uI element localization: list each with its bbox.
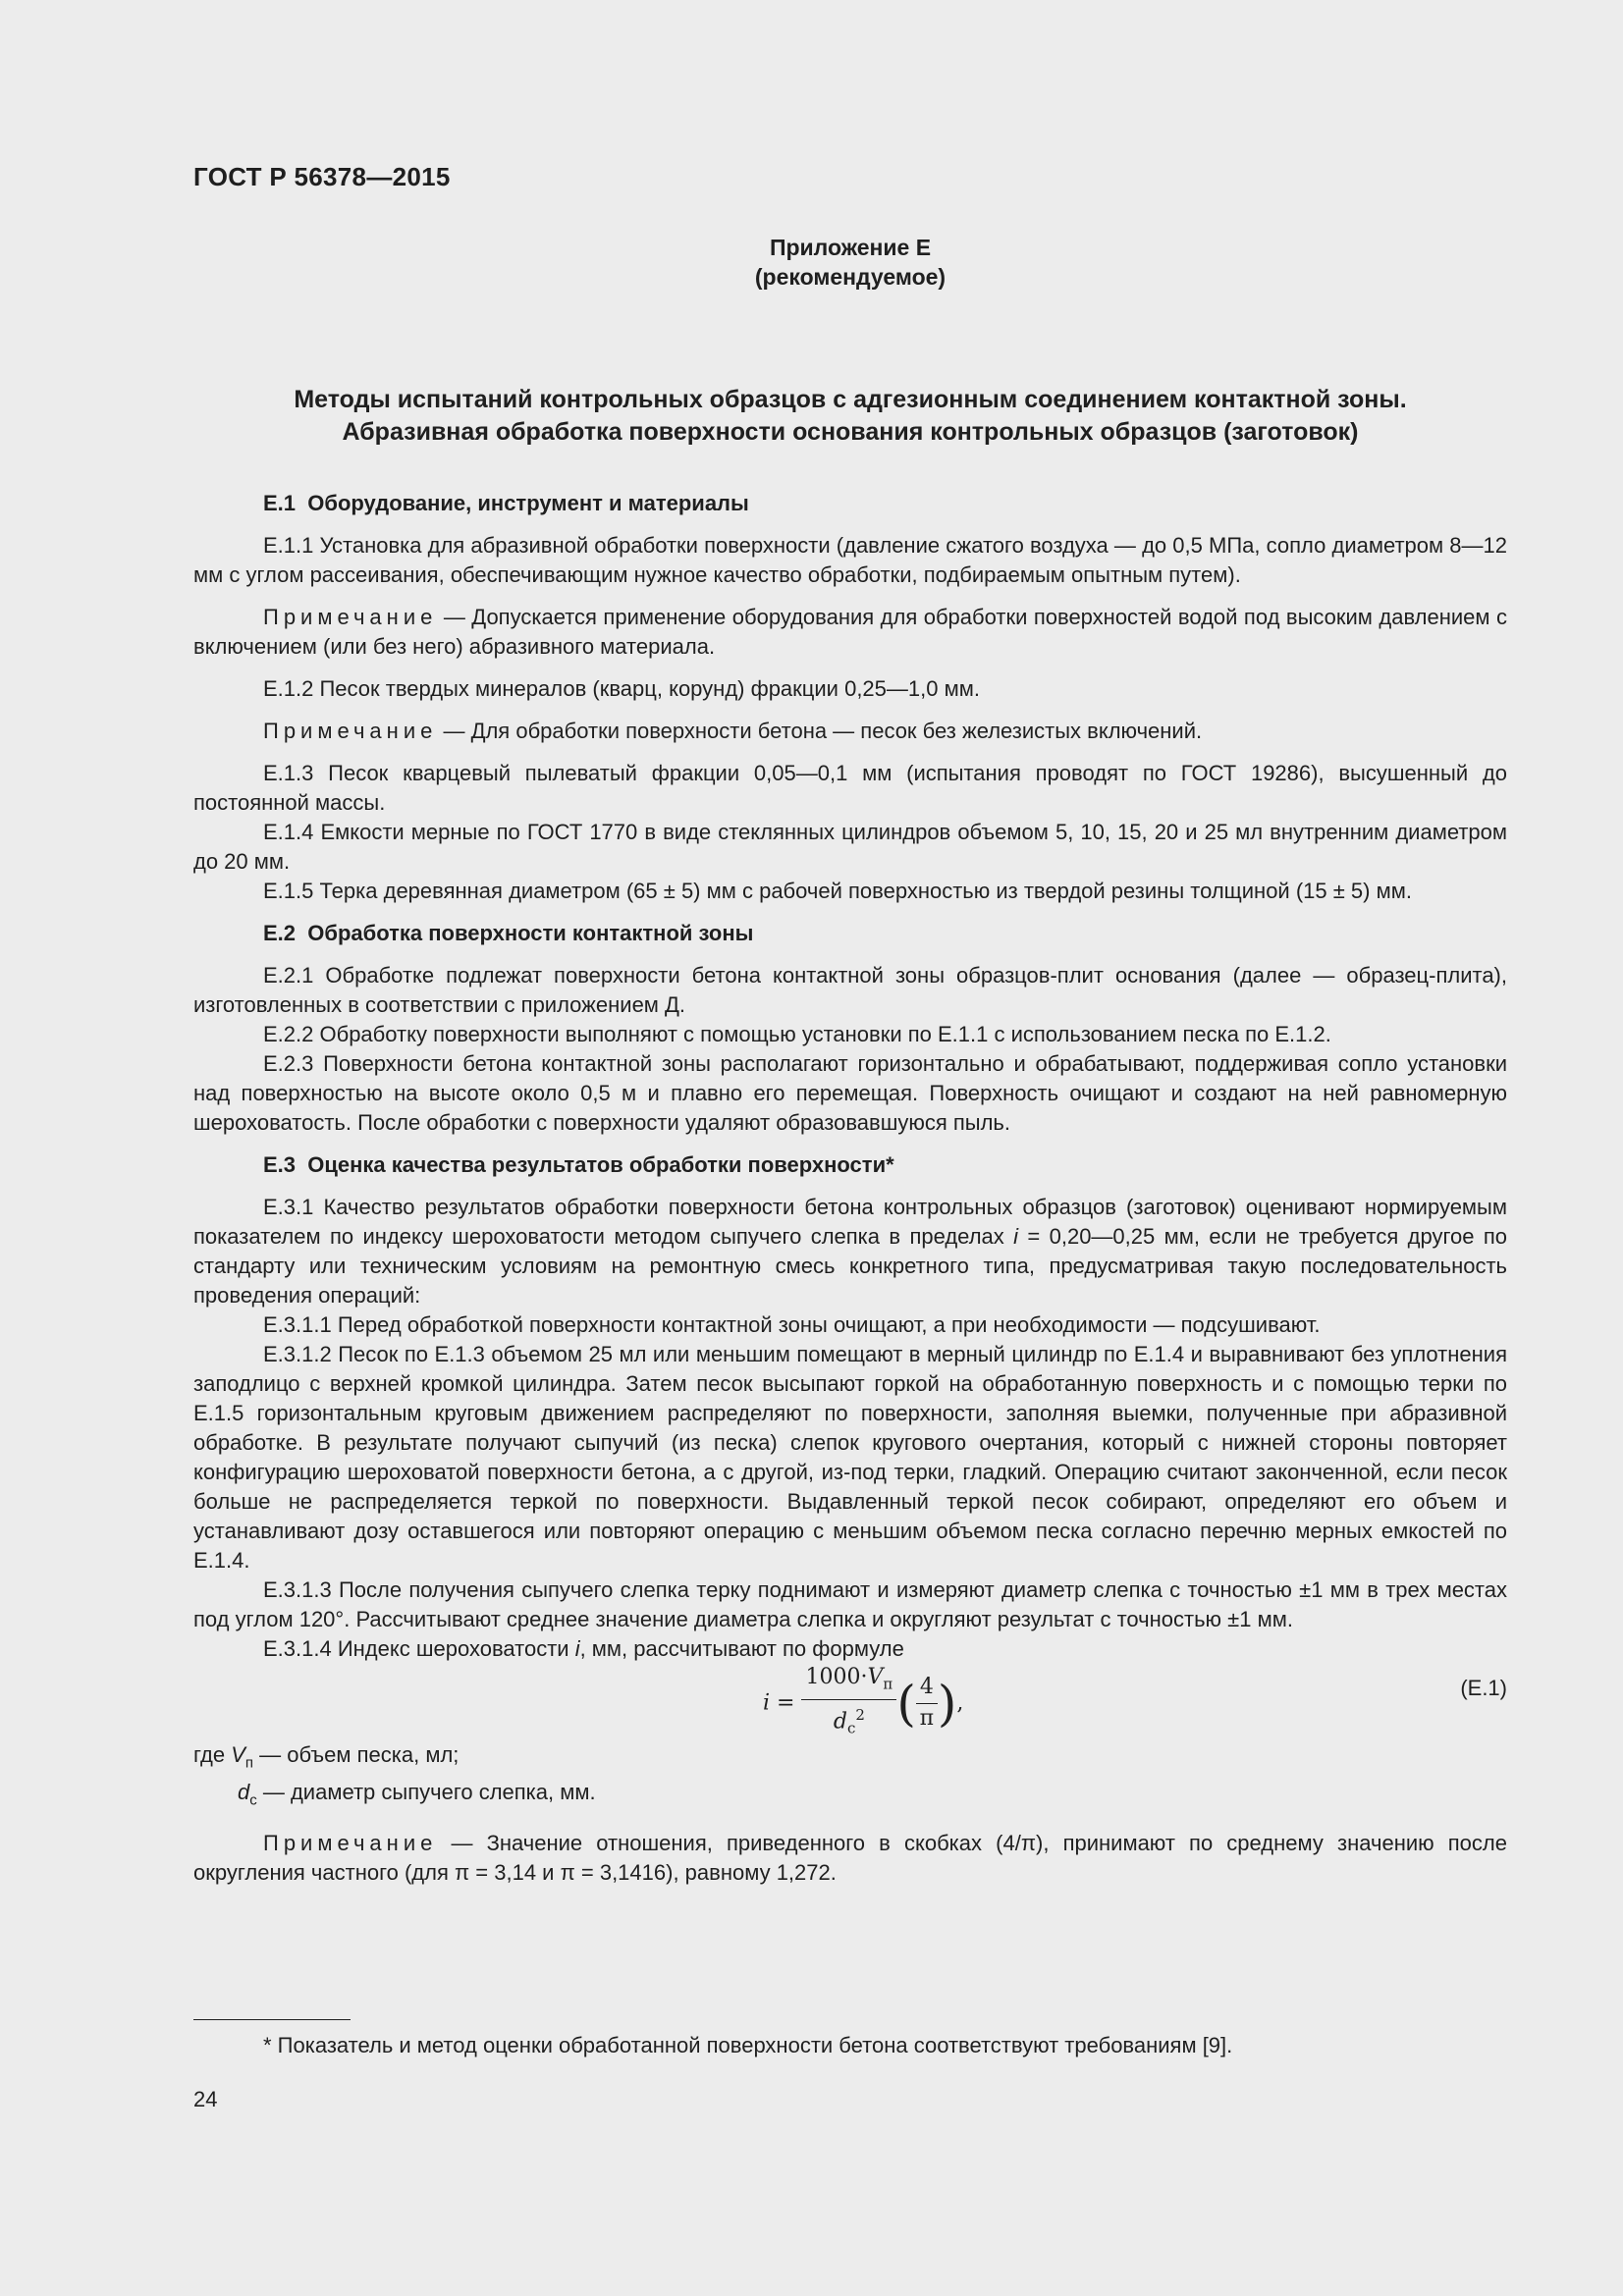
- paragraph: Е.2.2 Обработку поверхности выполняют с помощью установки по Е.1.1 с использованием песка по Е.1.2.: [263, 1022, 1331, 1046]
- formula-sub: с: [846, 1720, 856, 1738]
- formula-number: (Е.1): [1460, 1676, 1507, 1700]
- section-number: Е.1: [263, 491, 297, 515]
- section-title: Оборудование, инструмент и материалы: [307, 491, 749, 515]
- note: [193, 717, 1507, 746]
- note: [193, 1829, 1507, 1888]
- text: , мм, рассчитывают по формуле: [579, 1636, 904, 1661]
- paragraph: Е.1.4 Емкости мерные по ГОСТ 1770 в виде стеклянных цилиндров объемом 5, 10, 15, 20 и 25 мл внутренним диаметром до 20 мм.: [193, 820, 1507, 874]
- text: Е.3.1 Качество результатов обработки поверхности бетона контрольных образцов (заготовок) оценивают нормируемым показателем по индексу шероховатости методом сыпучего слепка в пределах: [193, 1195, 1507, 1249]
- paragraph: Е.2.1 Обработке подлежат поверхности бетона контактной зоны образцов-плит основания (далее — образец-плита), изготовленных в соответствии с приложением Д.: [193, 963, 1507, 1017]
- annex-status: (рекомендуемое): [754, 264, 947, 290]
- formula-expression: [763, 1664, 963, 1740]
- section-heading: [193, 1150, 1507, 1180]
- paragraph: [193, 1634, 1507, 1664]
- text: = 0,20—0,25 мм, если не требуется другое по стандарту или техническим условиям на ремонтную смесь конкретного типа, предусматривая такую последовательность проведения операций:: [193, 1224, 1507, 1308]
- note-label: Примечание: [263, 1830, 438, 1855]
- formula-sub: п: [883, 1675, 893, 1693]
- where-line: [193, 1778, 1507, 1815]
- subscript: с: [249, 1791, 257, 1809]
- paragraph: Е.2.3 Поверхности бетона контактной зоны располагают горизонтально и обрабатывают, поддерживая сопло установки над поверхностью на высоте около 0,5 м и плавно его перемещая. Поверхность очищают и создают на ней равномерную шероховатость. После обработки с поверхности удаляют образовавшуюся пыль.: [193, 1051, 1507, 1135]
- variable: i: [574, 1636, 580, 1661]
- formula-e1: [193, 1664, 1507, 1740]
- formula-inner-fraction: [916, 1674, 938, 1734]
- formula-numerator-coef: 1000·: [805, 1665, 868, 1689]
- main-title: [193, 384, 1507, 449]
- right-paren: ): [937, 1675, 957, 1733]
- annex-title: Приложение Е: [769, 235, 932, 260]
- main-title-line-2: Абразивная обработка поверхности основания контрольных образцов (заготовок): [342, 418, 1359, 446]
- text: — объем песка, мл;: [253, 1742, 460, 1767]
- section-heading: [193, 489, 1507, 518]
- formula-tail: ,: [956, 1690, 964, 1716]
- formula-var-v: V: [867, 1665, 884, 1689]
- formula-lhs: i: [763, 1690, 771, 1716]
- paragraph: [193, 1193, 1507, 1310]
- text: Е.3.1.4 Индекс шероховатости: [263, 1636, 575, 1661]
- formula-numerator: [801, 1664, 896, 1700]
- note-text: — Для обработки поверхности бетона — песок без железистых включений.: [437, 719, 1203, 743]
- section-title: Оценка качества результатов обработки поверхности*: [307, 1152, 894, 1177]
- text: где: [193, 1742, 232, 1767]
- paragraph: Е.3.1.1 Перед обработкой поверхности контактной зоны очищают, а при необходимости — подсушивают.: [263, 1312, 1321, 1337]
- text: — диаметр сыпучего слепка, мм.: [256, 1780, 596, 1805]
- main-title-line-1: Методы испытаний контрольных образцов с адгезионным соединением контактной зоны.: [294, 386, 1407, 413]
- paragraph: Е.1.3 Песок кварцевый пылеватый фракции 0,05—0,1 мм (испытания проводят по ГОСТ 19286), высушенный до постоянной массы.: [193, 761, 1507, 815]
- variable: i: [1013, 1224, 1019, 1249]
- formula-denominator: [801, 1700, 896, 1743]
- paragraph: Е.1.2 Песок твердых минералов (кварц, корунд) фракции 0,25—1,0 мм.: [263, 676, 980, 701]
- section-number: Е.2: [263, 921, 297, 945]
- document-code: ГОСТ Р 56378—2015: [193, 162, 451, 191]
- footnote-divider: [193, 2019, 351, 2020]
- variable: d: [238, 1780, 250, 1805]
- formula-sup: 2: [855, 1706, 865, 1725]
- paragraph: Е.1.1 Установка для абразивной обработки поверхности (давление сжатого воздуха — до 0,5 МПа, сопло диаметром 8—12 мм с углом рассеивания, обеспечивающим нужное качество обработки, подбираемым опытным путем).: [193, 533, 1507, 587]
- paragraph: Е.1.5 Терка деревянная диаметром (65 ± 5) мм с рабочей поверхностью из твердой резины толщиной (15 ± 5) мм.: [263, 879, 1412, 903]
- note-text: — Допускается применение оборудования для обработки поверхностей водой под высоким давлением с включением (или без него) абразивного материала.: [193, 605, 1507, 659]
- formula-fraction: [801, 1664, 896, 1743]
- formula-inner-denominator: π: [919, 1706, 935, 1732]
- paragraph: Е.3.1.2 Песок по Е.1.3 объемом 25 мл или меньшим помещают в мерный цилиндр по Е.1.4 и выравнивают без уплотнения заподлицо с верхней кромкой цилиндра. Затем песок высыпают горкой на обработанную поверхность и с помощью терки по Е.1.5 горизонтальным круговым движением распределяют по поверхности, заполняя выемки, полученные при абразивной обработке. В результате получают сыпучий (из песка) слепок кругового очертания, который с нижней стороны повторяет конфигурацию шероховатой поверхности бетона, а с другой, из-под терки, гладкий. Операцию считают законченной, если песок больше не распределяется теркой по поверхности. Выдавленный теркой песок собирают, определяют его объем и устанавливают дозу оставшегося или повторяют операцию с меньшим объемом песка согласно перечню мерных емкостей по Е.1.4.: [193, 1342, 1507, 1573]
- page-number: 24: [193, 2087, 218, 2111]
- formula-inner-numerator: 4: [916, 1674, 938, 1704]
- left-paren: (: [896, 1675, 916, 1733]
- annex-heading: [193, 233, 1507, 292]
- section-number: Е.3: [263, 1152, 297, 1177]
- section-title: Обработка поверхности контактной зоны: [307, 921, 754, 945]
- note: [193, 603, 1507, 662]
- subscript: п: [244, 1754, 254, 1772]
- formula-var-d: d: [833, 1709, 847, 1735]
- section-heading: [193, 919, 1507, 948]
- where-line: [193, 1740, 1507, 1778]
- paragraph: Е.3.1.3 После получения сыпучего слепка терку поднимают и измеряют диаметр слепка с точностью ±1 мм в трех местах под углом 120°. Рассчитывают среднее значение диаметра слепка и округляют результат с точностью ±1 мм.: [193, 1577, 1507, 1631]
- note-label: Примечание: [263, 605, 438, 629]
- note-label: Примечание: [263, 719, 438, 743]
- note-text: — Значение отношения, приведенного в скобках (4/π), принимают по среднему значению после округления частного (для π = 3,14 и π = 3,1416), равному 1,272.: [193, 1830, 1507, 1885]
- footnote: * Показатель и метод оценки обработанной поверхности бетона соответствуют требованиям [9].: [263, 2033, 1233, 2057]
- formula-equals: =: [770, 1690, 802, 1716]
- section-e1: [193, 489, 1507, 1888]
- variable: V: [231, 1742, 245, 1767]
